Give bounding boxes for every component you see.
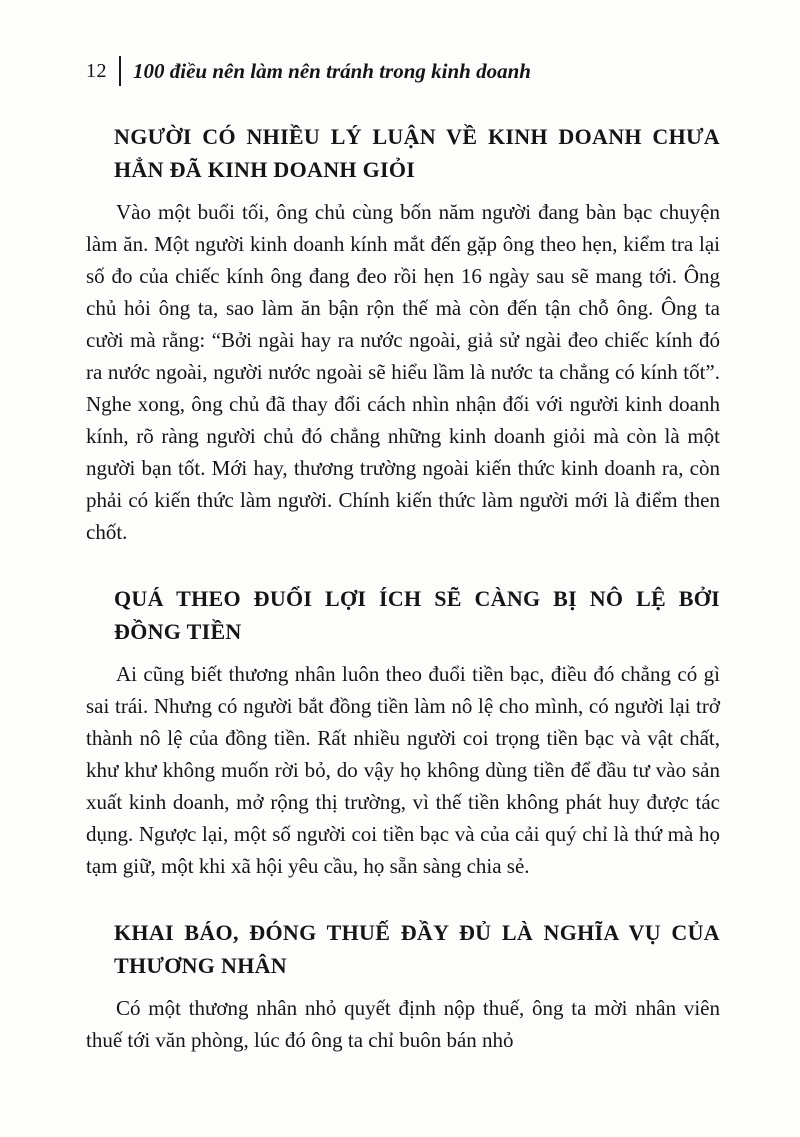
section-paragraph: Vào một buổi tối, ông chủ cùng bốn năm người đang bàn bạc chuyện làm ăn. Một người kinh doanh kính mắt đến gặp ông theo hẹn, kiểm tra lại số đo của chiếc kính ông đang đeo rồi hẹn 16 ngày sau sẽ mang tới. Ông chủ hỏi ông ta, sao làm ăn bận rộn thế mà còn đến tận chỗ ông. Ông ta cười mà rằng: “Bởi ngài hay ra nước ngoài, giả sử ngài đeo chiếc kính đó ra nước ngoài, người nước ngoài sẽ hiểu lầm là nước ta chẳng có kính tốt”. Nghe xong, ông chủ đã thay đổi cách nhìn nhận đối với người kinh doanh kính, rõ ràng người chủ đó chẳng những kinh doanh giỏi mà còn là một người bạn tốt. Mới hay, thương trường ngoài kiến thức kinh doanh ra, còn phải có kiến thức làm người. Chính kiến thức làm người mới là điểm then chốt. <box>86 200 720 544</box>
section-heading: KHAI BÁO, ĐÓNG THUẾ ĐẦY ĐỦ LÀ NGHĨA VỤ CỦA THƯƠNG NHÂN <box>114 920 720 978</box>
section <box>86 916 720 1056</box>
header-divider <box>119 56 121 86</box>
section-heading: QUÁ THEO ĐUỔI LỢI ÍCH SẼ CÀNG BỊ NÔ LỆ BỞI ĐỒNG TIỀN <box>114 586 720 644</box>
book-title: 100 điều nên làm nên tránh trong kinh doanh <box>133 58 531 83</box>
section-heading: NGƯỜI CÓ NHIỀU LÝ LUẬN VỀ KINH DOANH CHƯA HẲN ĐÃ KINH DOANH GIỎI <box>114 124 720 182</box>
section <box>86 120 720 548</box>
section-paragraph: Ai cũng biết thương nhân luôn theo đuổi tiền bạc, điều đó chẳng có gì sai trái. Nhưng có người bắt đồng tiền làm nô lệ cho mình, có người lại trở thành nô lệ của đồng tiền. Rất nhiều người coi trọng tiền bạc và vật chất, khư khư không muốn rời bỏ, do vậy họ không dùng tiền để đầu tư vào sản xuất kinh doanh, mở rộng thị trường, vì thế tiền không phát huy được tác dụng. Ngược lại, một số người coi tiền bạc và của cải quý chỉ là thứ mà họ tạm giữ, một khi xã hội yêu cầu, họ sẵn sàng chia sẻ. <box>86 662 720 878</box>
section-paragraph: Có một thương nhân nhỏ quyết định nộp thuế, ông ta mời nhân viên thuế tới văn phòng, lúc đó ông ta chỉ buôn bán nhỏ <box>86 996 720 1052</box>
page-header <box>86 56 720 86</box>
section <box>86 582 720 882</box>
page-number: 12 <box>86 59 107 82</box>
